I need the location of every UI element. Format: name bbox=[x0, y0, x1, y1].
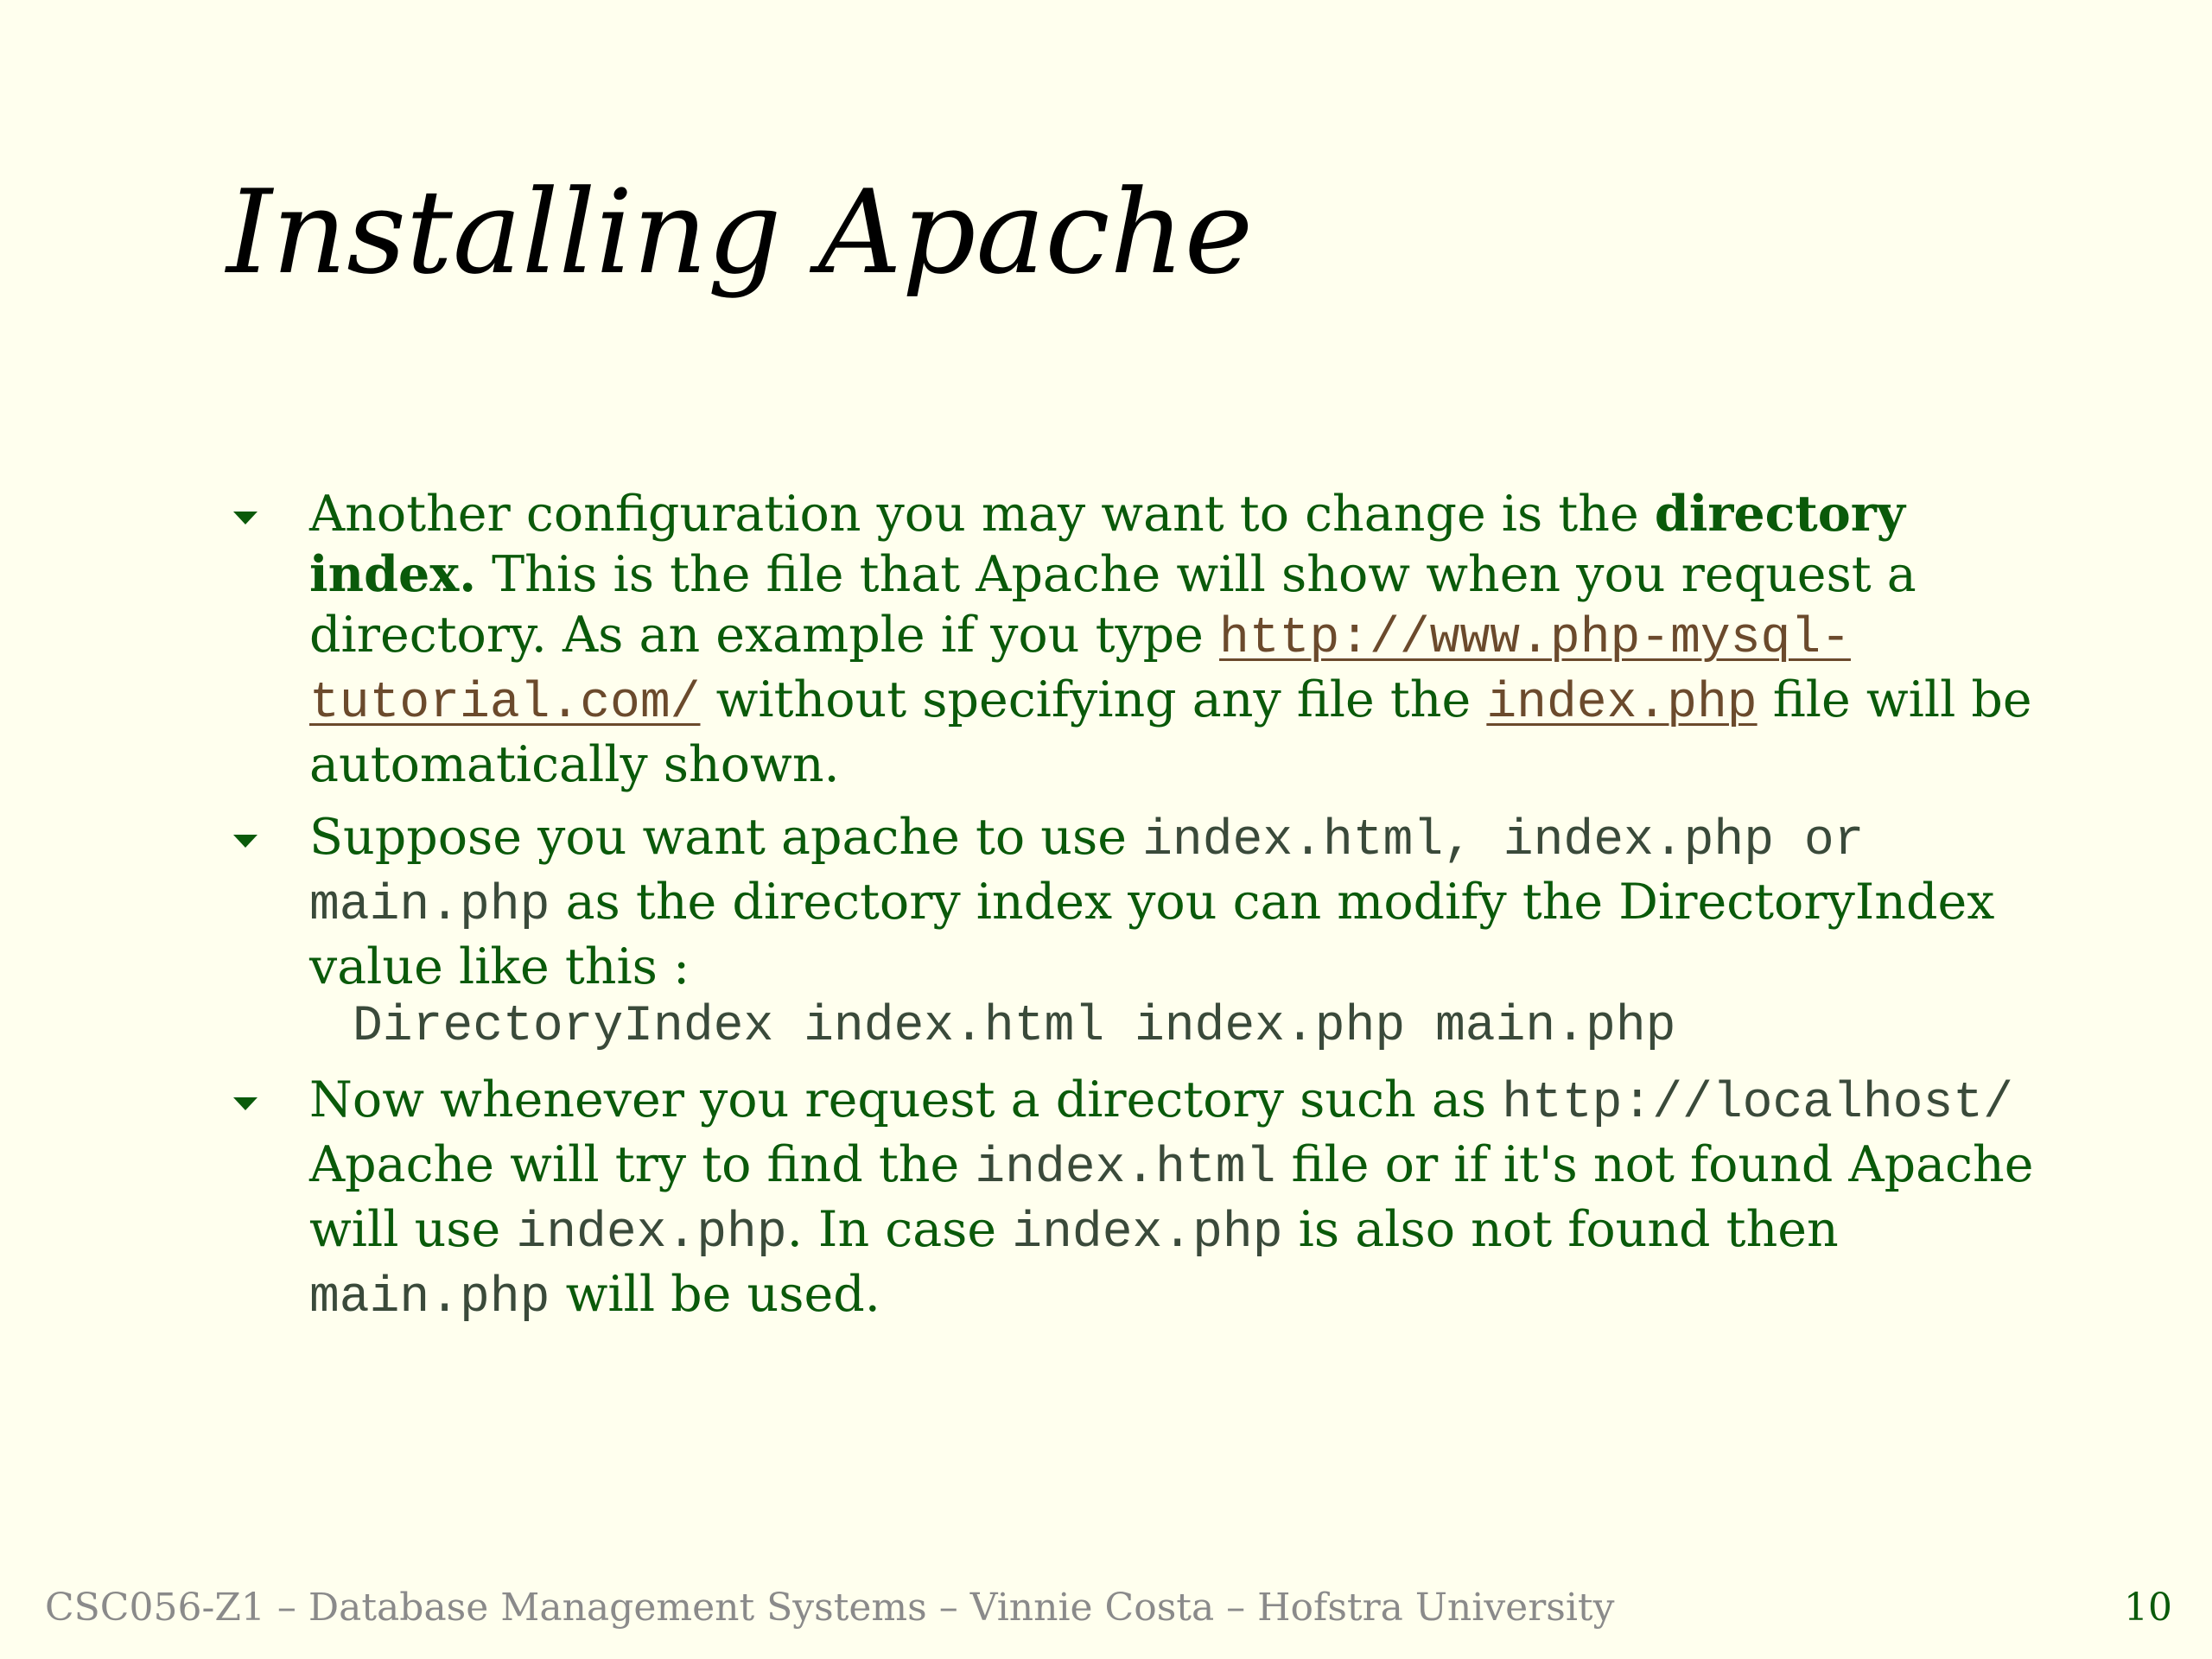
bullet-text: Suppose you want apache to use bbox=[309, 809, 1143, 866]
bullet-item bbox=[226, 484, 2075, 795]
index-php-link[interactable]: index.php bbox=[1486, 676, 1758, 732]
example-url-link[interactable]: http://www.php-mysql-tutorial.com/ bbox=[309, 611, 1851, 732]
bullet-arrow-icon bbox=[233, 512, 257, 524]
slide-title: Installing Apache bbox=[226, 165, 1254, 300]
bullet-item bbox=[226, 807, 2075, 1058]
bullet-text: is also not found then bbox=[1282, 1201, 1839, 1258]
bullet-arrow-icon bbox=[233, 835, 257, 848]
code-snippet: index.php bbox=[1012, 1205, 1283, 1262]
code-snippet: main.php bbox=[309, 1270, 550, 1326]
bullet-arrow-icon bbox=[233, 1097, 257, 1110]
page-number: 10 bbox=[2124, 1586, 2172, 1630]
bullet-list bbox=[226, 484, 2075, 1341]
bullet-text: Now whenever you request a directory such as bbox=[309, 1071, 1503, 1128]
bullet-text: This is the file that Apache will show when you request a directory. As an example if you type bbox=[309, 546, 1916, 664]
code-line: DirectoryIndex index.html index.php main.php bbox=[353, 999, 1676, 1055]
code-snippet: index.html, index.php or main.php bbox=[309, 813, 1865, 934]
bullet-text: file or if it's not found Apache will use bbox=[309, 1136, 2034, 1258]
code-snippet: index.php bbox=[516, 1205, 787, 1262]
bullet-text: . In case bbox=[786, 1201, 1013, 1258]
bold-term: directory index. bbox=[309, 485, 1905, 603]
bullet-text: as the directory index you can modify the DirectoryIndex value like this : bbox=[309, 874, 1995, 995]
slide-footer: CSC056-Z1 – Database Management Systems – Vinnie Costa – Hofstra University bbox=[45, 1586, 1615, 1630]
bullet-text: without specifying any file the bbox=[700, 671, 1487, 728]
code-snippet: index.html bbox=[975, 1141, 1276, 1197]
code-snippet: http://localhost/ bbox=[1502, 1076, 2013, 1132]
bullet-item bbox=[226, 1070, 2075, 1329]
bullet-text: file will be automatically shown. bbox=[309, 671, 2032, 793]
bullet-text: Apache will try to find the bbox=[309, 1136, 976, 1193]
bullet-text: Another configuration you may want to change is the bbox=[309, 486, 1655, 543]
bullet-text: will be used. bbox=[550, 1266, 880, 1323]
